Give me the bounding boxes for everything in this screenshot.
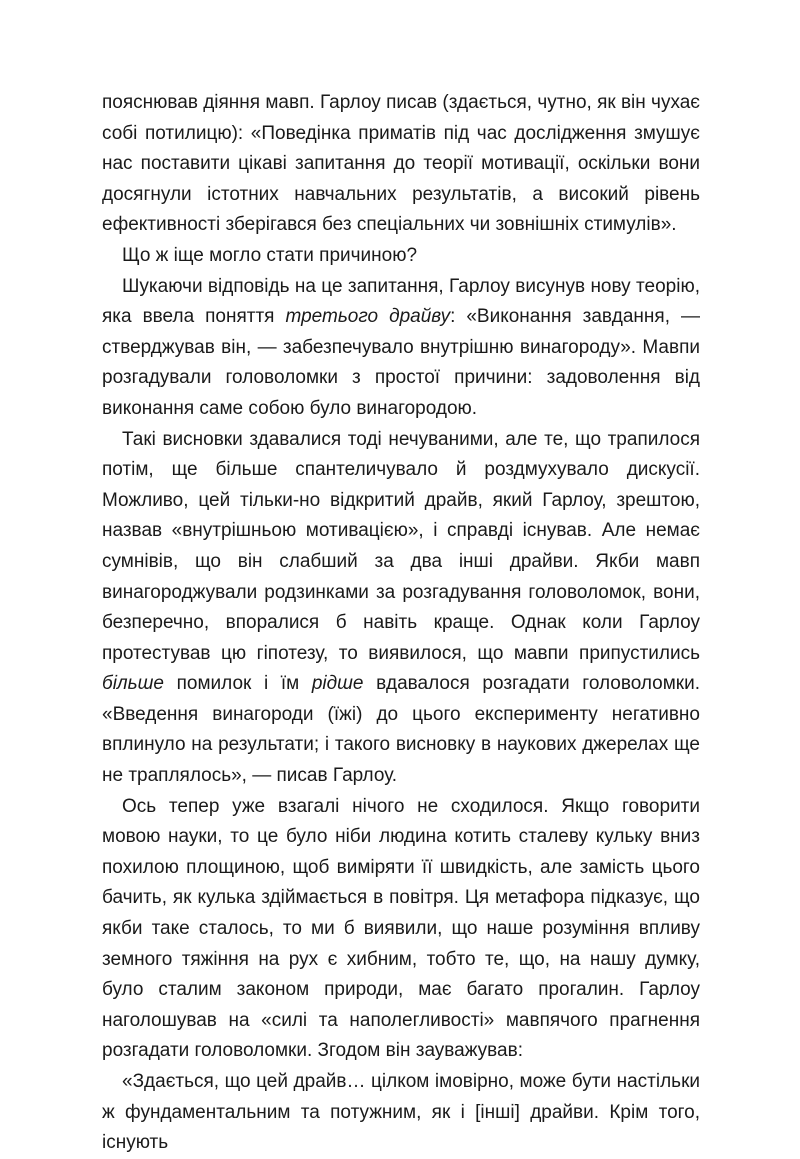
paragraph-6: [102, 1067, 700, 1159]
paragraph-2-text: Що ж іще могло стати причиною?: [122, 244, 418, 266]
page-body: [102, 88, 700, 1159]
paragraph-4-text-b: помилок і їм: [163, 673, 312, 695]
paragraph-4-italic-more: більше: [102, 673, 164, 695]
paragraph-1: [102, 88, 700, 241]
paragraph-4-text-c: вдавалося розгадати головоломки. «Введення винагороди (їжі) до цього експерименту негативно вплинуло на результати; і такого висновку в наукових джерелах ще не траплялось», — писав Гарлоу.: [102, 673, 700, 787]
paragraph-3-text-a: Шукаючи відповідь на це запитання, Гарлоу висунув нову теорію, яка ввела поняття: [102, 275, 700, 328]
paragraph-4: [102, 425, 700, 792]
paragraph-4-text-a: Такі висновки здавалися тоді нечуваними, але те, що трапилося потім, ще більше спантеличувало й роздмухувало дискусії. Можливо, цей тільки-но відкритий драйв, який Гарлоу, зрештою, назвав «внутрішньою мотивацією», і справді існував. Але немає сумнівів, що він слабший за два інші драйви. Якби мавп винагороджували родзинками за розгадування головоломок, вони, безперечно, впоралися б навіть краще. Однак коли Гарлоу протестував цю гіпотезу, то виявилося, що мавпи припустились: [102, 428, 700, 664]
paragraph-3: [102, 272, 700, 425]
paragraph-2: [102, 241, 700, 272]
paragraph-4-italic-less: рідше: [311, 673, 364, 695]
paragraph-5-text: Ось тепер уже взагалі нічого не сходилося. Якщо говорити мовою науки, то це було ніби людина котить сталеву кульку вниз похилою площиною, щоб виміряти її швидкість, але замість цього бачить, як кулька здіймається в повітря. Ця метафора підказує, що якби таке сталось, то ми б виявили, що наше розуміння впливу земного тяжіння на рух є хибним, тобто те, що, на нашу думку, було сталим законом природи, має багато прогалин. Гарлоу наголошував на «силі та наполегливості» мавпячого прагнення розгадати головоломки. Згодом він зауважував:: [102, 795, 700, 1062]
paragraph-1-text: пояснював діяння мавп. Гарлоу писав (здається, чутно, як він чухає собі потилицю): «Поведінка приматів під час дослідження змушує нас поставити цікаві запитання до теорії мотивації, оскільки вони досягнули істотних навчальних результатів, а високий рівень ефективності зберігався без спеціальних чи зовнішніх стимулів».: [102, 92, 700, 236]
paragraph-5: [102, 792, 700, 1067]
paragraph-3-italic-term: третього драйву: [285, 306, 451, 328]
paragraph-6-text: «Здається, що цей драйв… цілком імовірно, може бути настільки ж фундаментальним та потужним, як і [інші] драйви. Крім того, існують: [102, 1071, 700, 1154]
paragraph-3-text-b: : «Виконання завдання, — стверджував він, — забезпечувало внутрішню винагороду». Мавпи розгадували головоломки з простої причини: задоволення від виконання саме собою було винагородою.: [102, 306, 700, 419]
